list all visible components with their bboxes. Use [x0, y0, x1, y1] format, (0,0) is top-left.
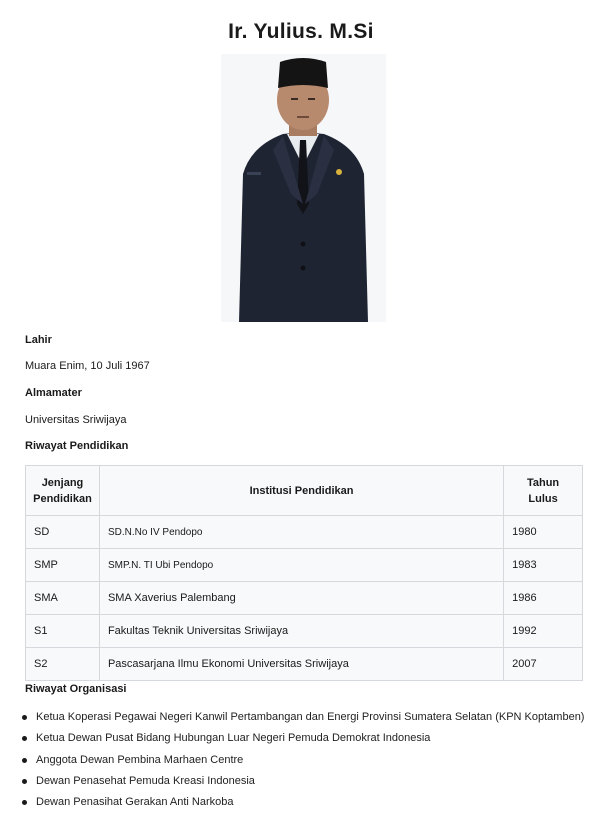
cell-institusi: SD.N.No IV Pendopo [99, 516, 503, 549]
list-item: Dewan Penasihat Gerakan Anti Narkoba [20, 794, 590, 815]
education-table [25, 465, 583, 681]
almamater-value: Universitas Sriwijaya [25, 414, 127, 426]
riwayat-organisasi-label: Riwayat Organisasi [25, 683, 127, 695]
table-row [26, 516, 583, 549]
lahir-value: Muara Enim, 10 Juli 1967 [25, 360, 150, 372]
list-item: Ketua Koperasi Pegawai Negeri Kanwil Pertambangan dan Energi Provinsi Sumatera Selatan (KPN Koptamben) [20, 709, 590, 730]
list-item: Dewan Penasehat Pemuda Kreasi Indonesia [20, 773, 590, 794]
cell-institusi: SMA Xaverius Palembang [99, 582, 503, 615]
table-row [26, 549, 583, 582]
list-item: Ketua Dewan Pusat Bidang Hubungan Luar Negeri Pemuda Demokrat Indonesia [20, 730, 590, 751]
table-row [26, 582, 583, 615]
list-item: Anggota Dewan Pembina Marhaen Centre [20, 752, 590, 773]
riwayat-pendidikan-label: Riwayat Pendidikan [25, 440, 129, 452]
profile-photo [221, 54, 386, 322]
cell-jenjang: SD [26, 516, 100, 549]
header-institusi: Institusi Pendidikan [99, 466, 503, 516]
lahir-label: Lahir [25, 334, 52, 346]
header-tahun [504, 466, 583, 516]
cell-tahun: 1983 [504, 549, 583, 582]
cell-institusi: Fakultas Teknik Universitas Sriwijaya [99, 615, 503, 648]
cell-tahun: 2007 [504, 648, 583, 681]
cell-tahun: 1986 [504, 582, 583, 615]
cell-tahun: 1992 [504, 615, 583, 648]
portrait-illustration [221, 54, 386, 322]
header-jenjang [26, 466, 100, 516]
cell-jenjang: S2 [26, 648, 100, 681]
header-tahun-line2: Lulus [528, 492, 558, 505]
cell-institusi: SMP.N. TI Ubi Pendopo [99, 549, 503, 582]
almamater-label: Almamater [25, 387, 82, 399]
cell-tahun: 1980 [504, 516, 583, 549]
table-row [26, 648, 583, 681]
cell-jenjang: S1 [26, 615, 100, 648]
table-header-row [26, 466, 583, 516]
organization-list [20, 709, 590, 815]
cell-institusi: Pascasarjana Ilmu Ekonomi Universitas Sriwijaya [99, 648, 503, 681]
header-tahun-line1: Tahun [526, 476, 560, 489]
cell-jenjang: SMP [26, 549, 100, 582]
header-jenjang-line2: Pendidikan [33, 492, 92, 505]
table-row [26, 615, 583, 648]
header-jenjang-line1: Jenjang [41, 476, 84, 489]
page-title: Ir. Yulius. M.Si [228, 20, 374, 43]
cell-jenjang: SMA [26, 582, 100, 615]
